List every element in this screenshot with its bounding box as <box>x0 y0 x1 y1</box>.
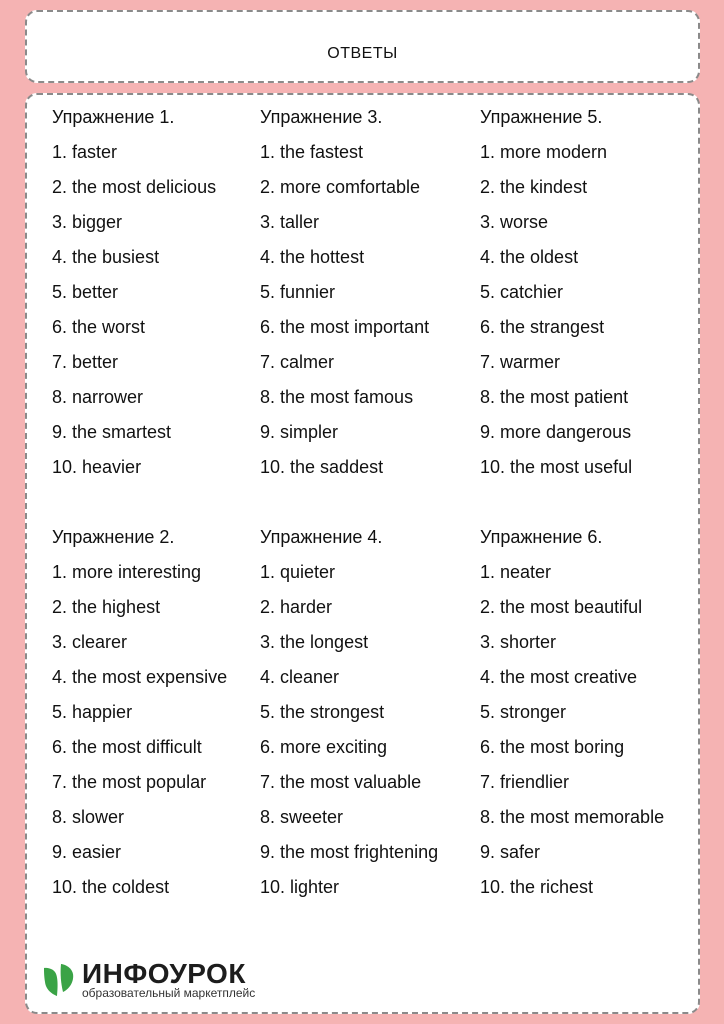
exercise-2-answers <box>52 561 227 898</box>
answer-item: 10. heavier <box>52 457 142 477</box>
exercise-2-block <box>52 526 227 898</box>
answer-item: 5. the strongest <box>260 702 385 722</box>
answer-item: 1. more interesting <box>52 562 202 582</box>
answer-item: 10. the saddest <box>260 457 384 477</box>
answer-item: 2. harder <box>260 597 333 617</box>
answer-item: 5. catchier <box>480 282 564 302</box>
answer-item: 3. taller <box>260 212 320 232</box>
exercise-1-block <box>52 106 216 478</box>
answer-item: 7. the most valuable <box>260 772 422 792</box>
answer-item: 8. the most famous <box>260 387 414 407</box>
exercise-4-answers <box>260 561 438 898</box>
answer-item: 2. the most beautiful <box>480 597 643 617</box>
answer-item: 8. sweeter <box>260 807 344 827</box>
answer-item: 3. the longest <box>260 632 369 652</box>
exercise-6-block <box>480 526 664 898</box>
exercise-5-answers <box>480 141 632 478</box>
answer-item: 4. the most creative <box>480 667 638 687</box>
logo-tagline: образовательный маркетплейс <box>82 986 256 1000</box>
answer-item: 6. more exciting <box>260 737 388 757</box>
answer-item: 7. better <box>52 352 119 372</box>
logo-wordmark: ИНФОУРОК <box>82 958 246 989</box>
answer-item: 2. more comfortable <box>260 177 421 197</box>
answer-item: 9. safer <box>480 842 541 862</box>
exercise-4-title: Упражнение 4. <box>260 527 383 547</box>
answer-item: 5. happier <box>52 702 133 722</box>
answer-item: 6. the worst <box>52 317 146 337</box>
answer-item: 10. lighter <box>260 877 340 897</box>
answer-item: 3. worse <box>480 212 549 232</box>
answer-item: 9. simpler <box>260 422 339 442</box>
answer-item: 3. shorter <box>480 632 557 652</box>
answer-item: 6. the strangest <box>480 317 605 337</box>
title-card <box>25 10 700 83</box>
exercise-5-block <box>480 106 632 478</box>
answers-card <box>25 93 700 1014</box>
answer-item: 4. the busiest <box>52 247 160 267</box>
answer-item: 7. friendlier <box>480 772 570 792</box>
answer-item: 3. clearer <box>52 632 128 652</box>
answer-item: 8. the most patient <box>480 387 629 407</box>
exercise-4-block <box>260 526 438 898</box>
exercise-2-title: Упражнение 2. <box>52 527 175 547</box>
answer-item: 9. the most frightening <box>260 842 439 862</box>
answer-item: 8. narrower <box>52 387 144 407</box>
leaf-logo-icon <box>42 962 76 998</box>
exercise-6-title: Упражнение 6. <box>480 527 603 547</box>
answer-item: 7. the most popular <box>52 772 207 792</box>
page-title: ОТВЕТЫ <box>327 45 398 62</box>
infourok-logo <box>42 960 302 1000</box>
answer-item: 5. funnier <box>260 282 336 302</box>
exercise-1-answers <box>52 141 216 478</box>
exercise-6-answers <box>480 561 664 898</box>
answer-item: 10. the most useful <box>480 457 633 477</box>
answer-item: 6. the most important <box>260 317 430 337</box>
exercise-3-title: Упражнение 3. <box>260 107 383 127</box>
answer-item: 7. calmer <box>260 352 335 372</box>
answer-item: 10. the coldest <box>52 877 170 897</box>
answer-item: 10. the richest <box>480 877 594 897</box>
answer-item: 9. the smartest <box>52 422 172 442</box>
answer-item: 9. more dangerous <box>480 422 632 442</box>
answer-item: 8. the most memorable <box>480 807 665 827</box>
answer-item: 6. the most boring <box>480 737 625 757</box>
exercise-3-block <box>260 106 429 478</box>
answer-item: 5. better <box>52 282 119 302</box>
answer-item: 4. cleaner <box>260 667 340 687</box>
answer-item: 4. the hottest <box>260 247 365 267</box>
answer-item: 1. more modern <box>480 142 608 162</box>
answer-item: 4. the oldest <box>480 247 579 267</box>
exercise-5-title: Упражнение 5. <box>480 107 603 127</box>
answer-item: 5. stronger <box>480 702 567 722</box>
answer-item: 8. slower <box>52 807 125 827</box>
exercise-3-answers <box>260 141 429 478</box>
answer-item: 6. the most difficult <box>52 737 202 757</box>
answer-item: 7. warmer <box>480 352 561 372</box>
answer-item: 1. faster <box>52 142 118 162</box>
answer-item: 2. the most delicious <box>52 177 217 197</box>
answer-item: 2. the kindest <box>480 177 588 197</box>
answer-item: 1. quieter <box>260 562 336 582</box>
exercise-1-title: Упражнение 1. <box>52 107 175 127</box>
answer-item: 1. neater <box>480 562 552 582</box>
answer-item: 2. the highest <box>52 597 161 617</box>
answer-item: 1. the fastest <box>260 142 364 162</box>
answer-item: 4. the most expensive <box>52 667 228 687</box>
answer-item: 3. bigger <box>52 212 123 232</box>
answer-item: 9. easier <box>52 842 122 862</box>
